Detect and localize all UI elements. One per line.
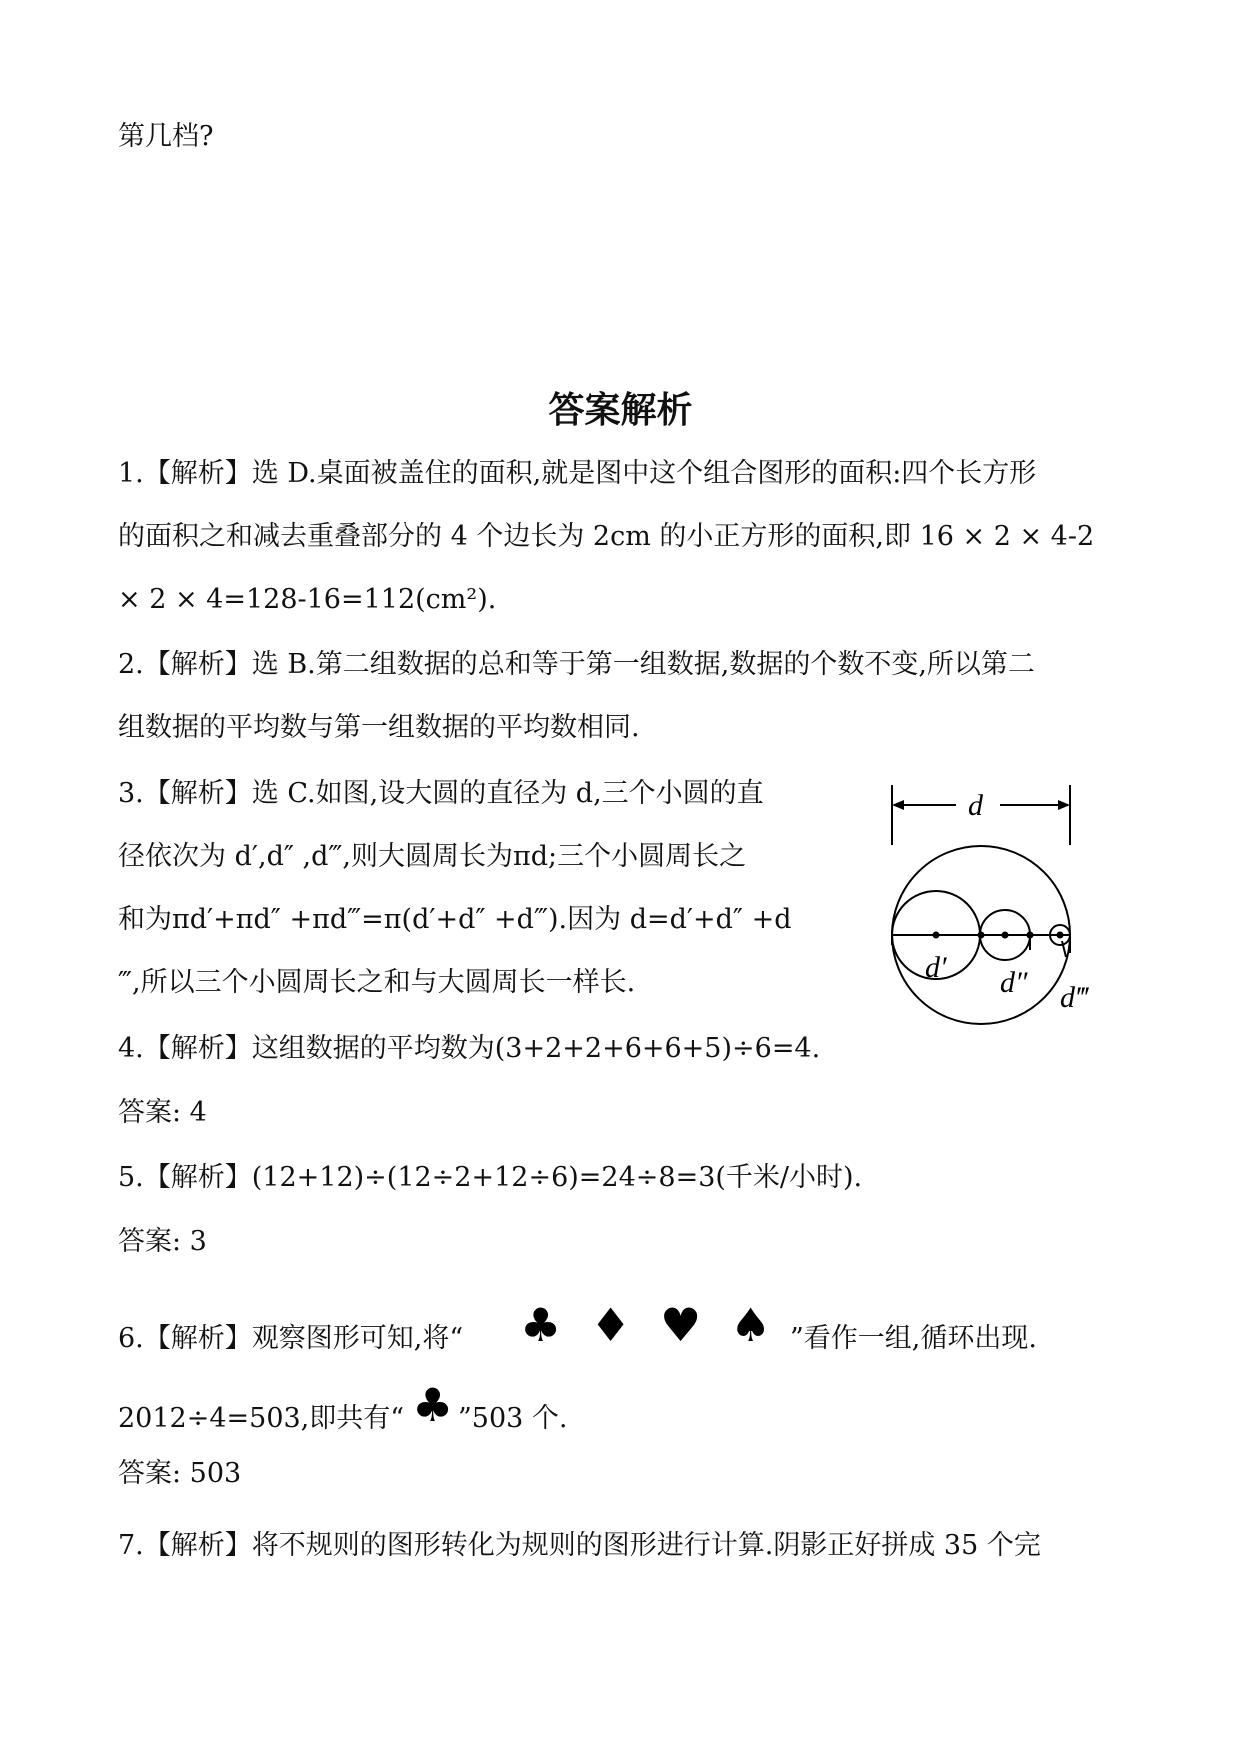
answer-1-line-3: × 2 × 4=128-16=112(cm²). bbox=[118, 584, 497, 615]
answer-1-line-2: 的面积之和减去重叠部分的 4 个边长为 2cm 的小正方形的面积,即 16 × 2 × 4-2 bbox=[118, 521, 1095, 552]
answer-4-result: 答案: 4 bbox=[118, 1097, 207, 1128]
answer-2-line-2: 组数据的平均数与第一组数据的平均数相同. bbox=[118, 712, 640, 743]
label-d: d bbox=[968, 789, 983, 822]
spade-icon: ♠ bbox=[730, 1298, 772, 1352]
answer-3-line-3: 和为πd′+πd″ +πd‴=π(d′+d″ +d‴).因为 d=d′+d″ +d bbox=[118, 904, 792, 935]
center-dot-junction bbox=[1027, 932, 1034, 939]
answer-2-line-1: 2.【解析】选 B.第二组数据的总和等于第一组数据,数据的个数不变,所以第二 bbox=[118, 649, 1035, 680]
heart-icon: ♥ bbox=[660, 1298, 702, 1352]
center-dot-1 bbox=[933, 932, 940, 939]
club-icon-count: ♣ bbox=[412, 1378, 454, 1432]
answer-6-result: 答案: 503 bbox=[118, 1458, 242, 1489]
center-dot-3 bbox=[1057, 932, 1064, 939]
arrowhead-left bbox=[892, 800, 904, 810]
circles-figure bbox=[880, 785, 1120, 1030]
answer-6-line-1-post: ”看作一组,循环出现. bbox=[790, 1323, 1037, 1354]
answer-6-line-2-post: ”503 个. bbox=[458, 1403, 568, 1434]
answer-3-line-4: ‴,所以三个小圆周长之和与大圆周长一样长. bbox=[118, 967, 636, 998]
answer-6-line-2-pre: 2012÷4=503,即共有“ bbox=[118, 1403, 405, 1434]
answer-5-line-1: 5.【解析】(12+12)÷(12÷2+12÷6)=24÷8=3(千米/小时). bbox=[118, 1162, 863, 1193]
answer-7-line-1: 7.【解析】将不规则的图形转化为规则的图形进行计算.阴影正好拼成 35 个完 bbox=[118, 1530, 1041, 1561]
answer-4-line-1: 4.【解析】这组数据的平均数为(3+2+2+6+6+5)÷6=4. bbox=[118, 1033, 821, 1064]
label-d2: d″ bbox=[1000, 966, 1028, 999]
label-d3: d‴ bbox=[1060, 981, 1088, 1014]
arrowhead-right bbox=[1058, 800, 1070, 810]
center-dot-2 bbox=[1002, 932, 1009, 939]
question-tail: 第几档? bbox=[118, 121, 214, 152]
section-title: 答案解析 bbox=[548, 390, 693, 431]
answer-3-line-2: 径依次为 d′,d″ ,d‴,则大圆周长为πd;三个小圆周长之 bbox=[118, 841, 747, 872]
answer-5-result: 答案: 3 bbox=[118, 1226, 207, 1257]
answer-3-line-1: 3.【解析】选 C.如图,设大圆的直径为 d,三个小圆的直 bbox=[118, 778, 764, 809]
answer-1-line-1: 1.【解析】选 D.桌面被盖住的面积,就是图中这个组合图形的面积:四个长方形 bbox=[118, 458, 1037, 489]
club-icon: ♣ bbox=[520, 1298, 562, 1352]
center-dot-big bbox=[978, 932, 985, 939]
diamond-icon: ♦ bbox=[590, 1298, 632, 1352]
label-d1: d′ bbox=[925, 951, 947, 984]
answer-6-line-1-pre: 6.【解析】观察图形可知,将“ bbox=[118, 1323, 464, 1354]
